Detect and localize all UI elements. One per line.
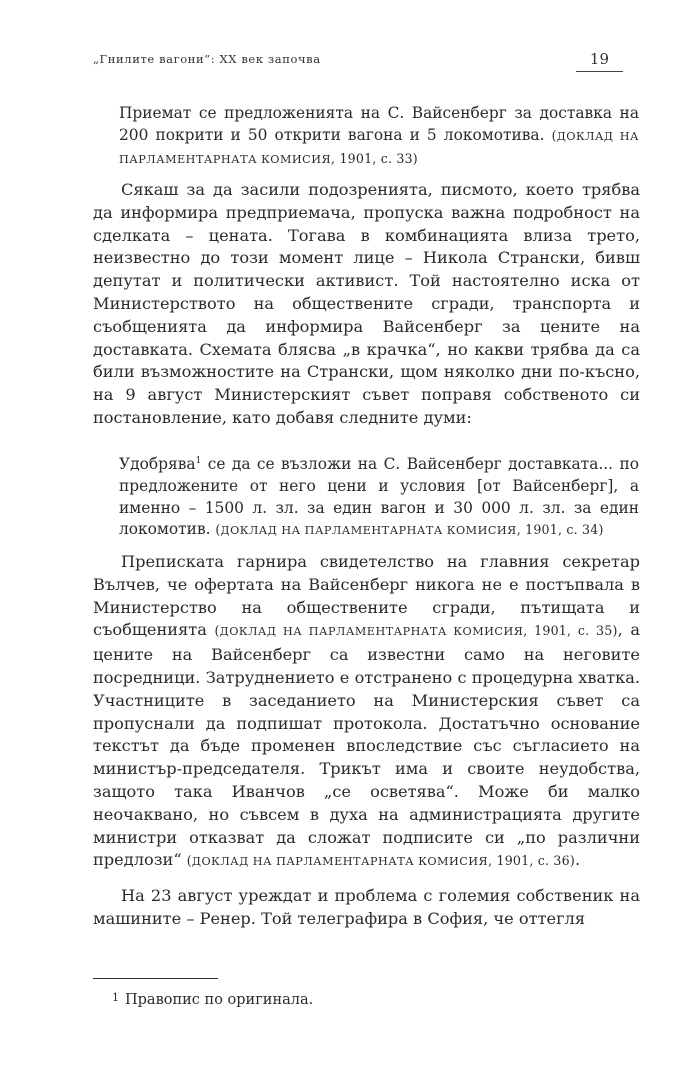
footnote-number: 1	[112, 991, 119, 1004]
paragraph-renner: На 23 август уреждат и проблема с големия собственик на машините – Ренер. Той телеграфира в София, че оттегля	[93, 886, 640, 928]
citation: (ДОКЛАД НА ПАРЛАМЕНТАРНАТА КОМИСИЯ, 1901, с. 36)	[186, 853, 575, 869]
quote-text: се да се възложи на С. Вайсенберг доставката... по предложените от него цени и условия [от Вайсенберг], а именно – 1500 л. зл. за един вагон и 30 000 л. зл. за един локомотив.	[119, 455, 639, 539]
running-header	[93, 50, 625, 74]
block-quote-amendment	[119, 454, 639, 542]
paragraph-text: Преписката гарнира свидетелство на главния секретар Вълчев, че офертата на Вайсенберг никога не е постъпвала в Министерство на обществените сгради, пътищата и съобщенията	[93, 552, 640, 640]
citation: (ДОКЛАД НА ПАРЛАМЕНТАРНАТА КОМИСИЯ, 1901, с. 34)	[215, 522, 604, 538]
paragraph-text: , а цените на Вайсенберг са известни само на неговите посредници. Затруднението е отстранено с процедурна хватка. Участниците в заседанието на Министерския съвет са пропуснали да подпишат протокола. Достатъчно основание текстът да бъде променен впоследствие със съгласието на министър-председателя. Трикът има и своите неудобства, защото така Иванчов „се осветява“. Може би малко неочаквано, но съвсем в духа на администрацията другите министри отказват да сложат подписите си „по различни предлози“	[93, 620, 640, 870]
paragraph-suspicion: Сякаш за да засили подозренията, писмото, което трябва да информира предприемача, пропуска важна подробност на сделката – цената. Тогава в комбинацията влиза трето, неизвестно до този момент лице – Никола Странски, бивш депутат и политически активист. Той настоятелно иска от Министерството на обществените сгради, транспорта и съобщенията да информира Вайсенберг за цените на доставката. Схемата блясва „в крачка“, но какви трябва да са били възможностите на Странски, щом няколко дни по-късно, на 9 август Министерският съвет поправя собственото си постановление, като добавя следните думи:	[93, 180, 640, 427]
footnote-divider	[93, 978, 218, 979]
page-number: 19	[576, 50, 623, 72]
chapter-title: „Гнилите вагони“: XX век започва	[93, 52, 321, 66]
citation: (ДОКЛАД НА ПАРЛАМЕНТАРНАТА КОМИСИЯ, 1901, с. 35)	[214, 623, 618, 639]
quote-text: Приемат се предложенията на С. Вайсенберг за доставка на 200 покрити и 50 открити вагона и 5 локомотива.	[119, 104, 639, 144]
block-quote-decision	[119, 103, 639, 170]
quote-word: Удобрява	[119, 455, 196, 473]
footnote-reference[interactable]: 1	[195, 455, 202, 466]
paragraph-testimony: Преписката гарнира свидетелство на главния секретар Вълчев, че офертата на Вайсенберг никога не е постъпвала в Министерство на обществените сгради, пътищата и съобщенията (ДОКЛАД НА ПАРЛАМЕНТАРНАТА КОМИСИЯ, 1901, с. 35), а цените на Вайсенберг са известни само на неговите посредници. Затруднението е отстранено с процедурна хватка. Участниците в заседанието на Министерския съвет са пропуснали да подпишат протокола. Достатъчно основание текстът да бъде променен впоследствие със съгласието на министър-председателя. Трикът има и своите неудобства, защото така Иванчов „се осветява“. Може би малко неочаквано, но съвсем в духа на администрацията другите министри отказват да сложат подписите си „по различни предлози“ (ДОКЛАД НА ПАРЛАМЕНТАРНАТА КОМИСИЯ, 1901, с. 36).	[93, 552, 640, 870]
footnote-text: Правопис по оригинала.	[125, 992, 314, 1008]
footnote	[93, 988, 313, 1010]
citation: (ДОКЛАД НА ПАРЛАМЕНТАРНАТА КОМИСИЯ, 1901, с. 33)	[119, 127, 639, 166]
